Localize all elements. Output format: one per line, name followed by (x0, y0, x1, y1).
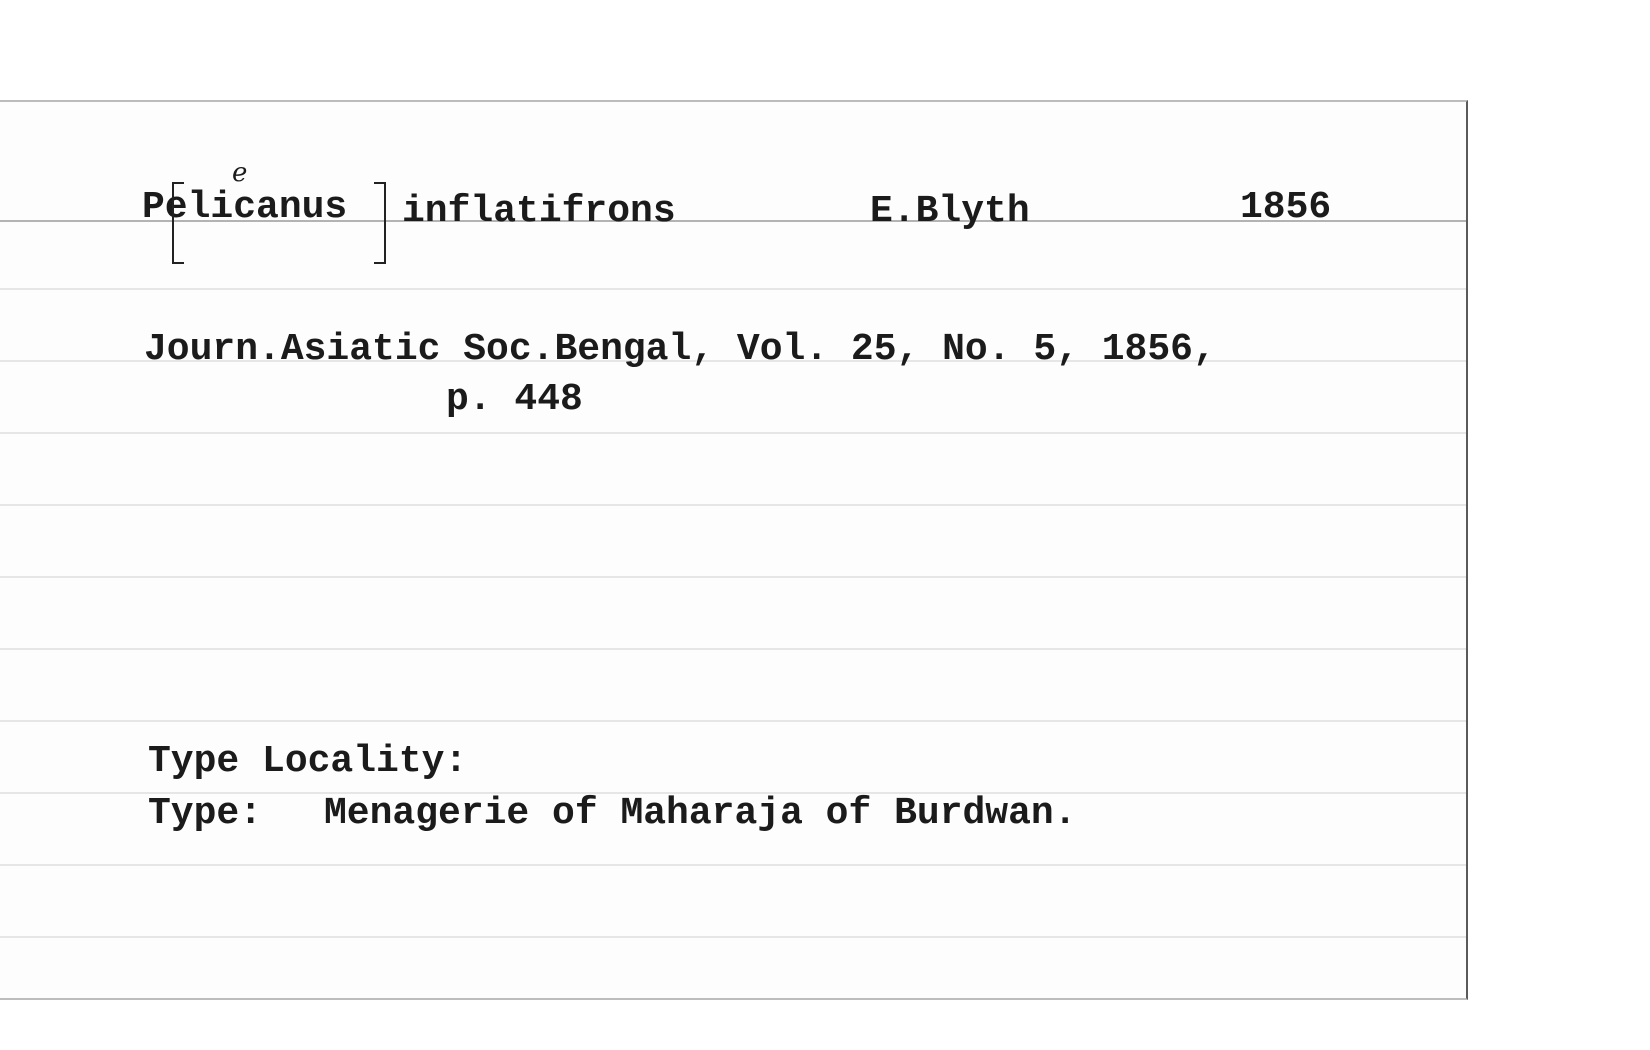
ruled-line (0, 864, 1466, 866)
taxon-name (142, 158, 348, 246)
ruled-line (0, 288, 1466, 290)
species-name: inflatifrons (402, 190, 676, 233)
type-locality-label: Type Locality: (148, 740, 468, 783)
ruled-line (0, 720, 1466, 722)
year: 1856 (1240, 186, 1332, 229)
handwritten-bracket-right (374, 182, 386, 264)
genus-name: Pelicanus (142, 186, 348, 229)
ruled-line (0, 936, 1466, 938)
handwritten-bracket-left (172, 182, 184, 264)
ruled-line (0, 432, 1466, 434)
type-value: Menagerie of Maharaja of Burdwan. (324, 792, 1077, 835)
ruled-line (0, 648, 1466, 650)
author: E.Blyth (870, 190, 1030, 233)
ruled-line (0, 576, 1466, 578)
type-label: Type: (148, 792, 263, 835)
reference-page: p. 448 (446, 378, 583, 421)
reference-citation: Journ.Asiatic Soc.Bengal, Vol. 25, No. 5, 1856, (144, 328, 1216, 371)
handwritten-correction: e (232, 158, 248, 188)
ruled-line (0, 504, 1466, 506)
